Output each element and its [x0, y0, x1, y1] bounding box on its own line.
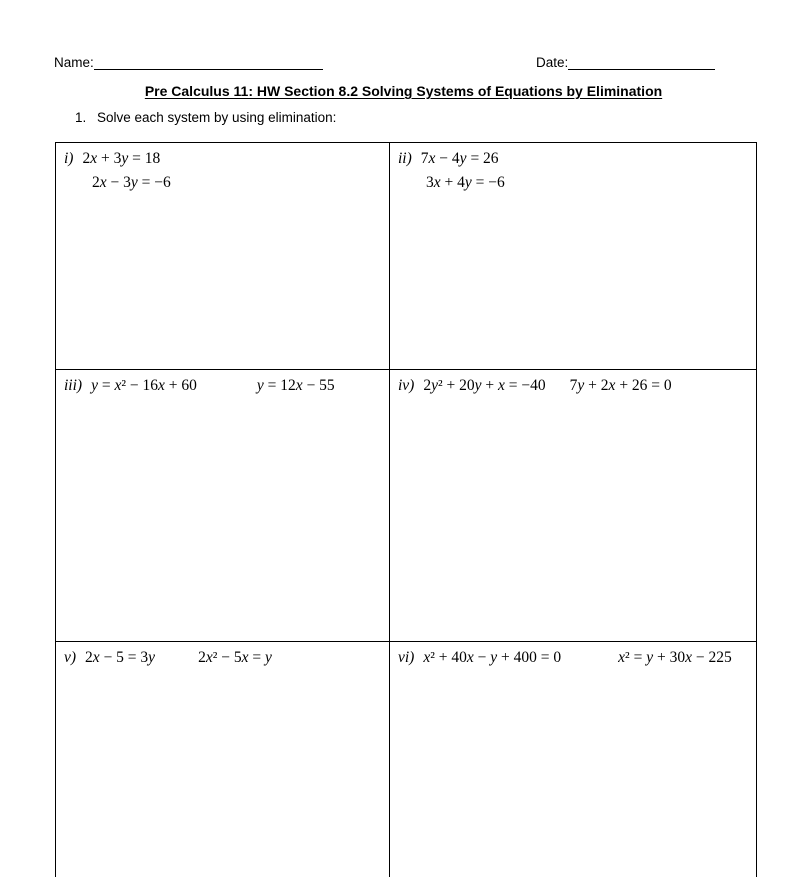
equation: 7x − 4y = 26 [420, 150, 499, 167]
problem-label-ii: ii) [398, 150, 412, 167]
problem-cell-ii [390, 143, 756, 370]
equation-line [64, 377, 381, 395]
problem-cell-vi [390, 642, 756, 877]
problem-label-vi: vi) [398, 649, 415, 666]
name-label: Name: [54, 55, 94, 70]
name-field-group [54, 52, 323, 70]
problem-label-v: v) [64, 649, 77, 666]
equation-line [398, 150, 748, 168]
date-field-group [536, 52, 715, 70]
problem-label-iii: iii) [64, 377, 83, 394]
header-row [0, 52, 807, 70]
date-blank-line [568, 55, 715, 70]
equation: y = 12x − 55 [256, 377, 335, 394]
name-blank-line [94, 55, 323, 70]
instruction-number: 1. [75, 110, 87, 125]
equation: x² = y + 30x − 225 [618, 649, 732, 666]
instruction-line [75, 110, 336, 125]
equation: y = x² − 16x + 60 [91, 377, 197, 394]
date-label: Date: [536, 55, 569, 70]
equation-line [64, 174, 381, 192]
equation-line [398, 174, 748, 192]
worksheet-title: Pre Calculus 11: HW Section 8.2 Solving Systems of Equations by Elimination [144, 83, 663, 99]
equation-line [64, 150, 381, 168]
equation: 2x − 5 = 3y [85, 649, 156, 666]
equation-line [64, 649, 381, 667]
instruction-text: Solve each system by using elimination: [97, 110, 337, 125]
problem-cell-i [56, 143, 390, 370]
equation: 2x + 3y = 18 [82, 150, 161, 167]
problem-cell-iv [390, 370, 756, 642]
equation: 2x² − 5x = y [198, 649, 272, 666]
equation: x² + 40x − y + 400 = 0 [423, 649, 562, 666]
problem-label-i: i) [64, 150, 74, 167]
problem-label-iv: iv) [398, 377, 415, 394]
problems-table [55, 142, 757, 877]
equation: 3x + 4y = −6 [426, 174, 505, 191]
equation-line [398, 649, 748, 667]
equation: 2y² + 20y + x = −40 [423, 377, 546, 394]
equation-line [398, 377, 748, 395]
equation: 7y + 2x + 26 = 0 [569, 377, 672, 394]
problem-cell-v [56, 642, 390, 877]
equation: 2x − 3y = −6 [92, 174, 171, 191]
problem-cell-iii [56, 370, 390, 642]
